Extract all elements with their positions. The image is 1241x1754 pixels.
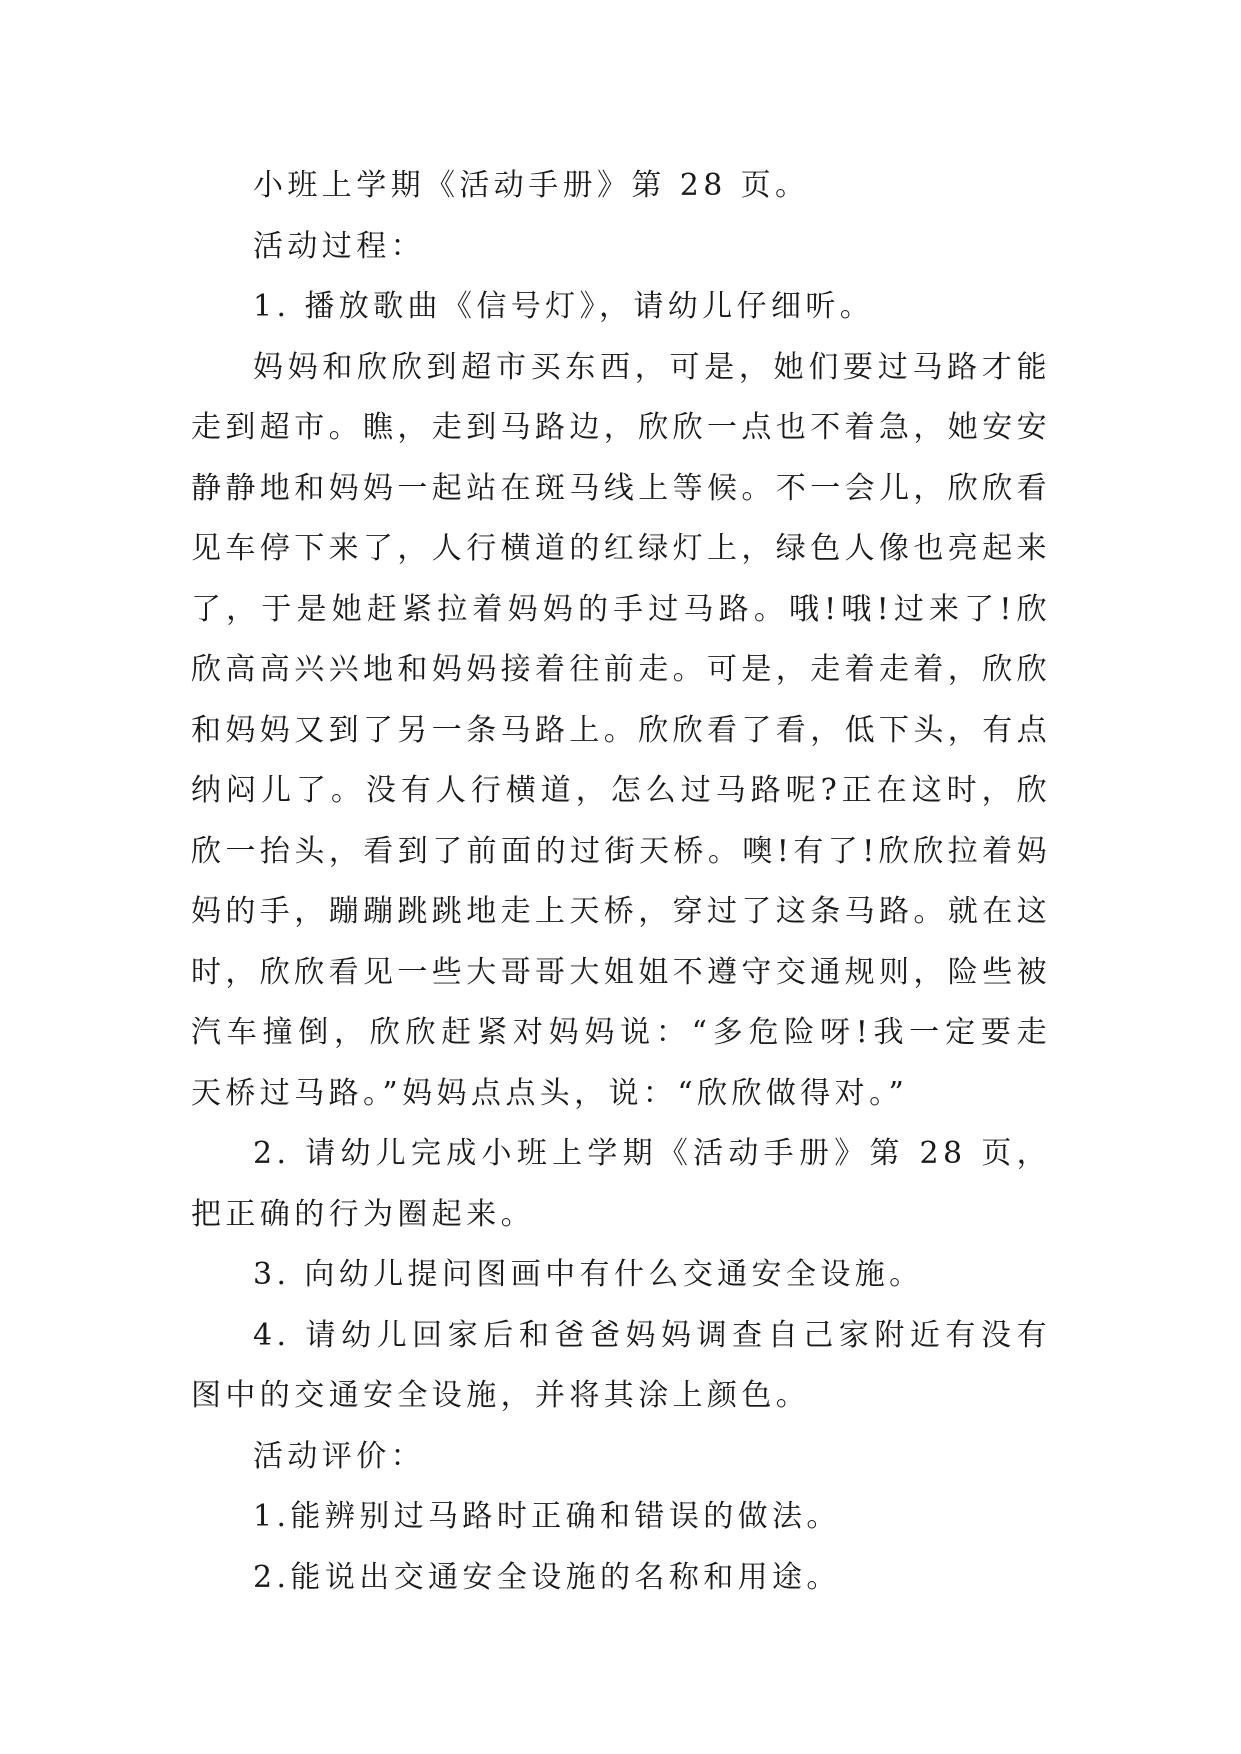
paragraph-step-3: 3. 向幼儿提问图画中有什么交通安全设施。 [253, 1257, 924, 1292]
paragraph-handbook-reference: 小班上学期《活动手册》第 28 页。 [253, 168, 810, 203]
heading-activity-evaluation: 活动评价： [253, 1438, 425, 1474]
document-body [191, 156, 1051, 1608]
paragraph-evaluation-1: 1.能辨别过马路时正确和错误的做法。 [253, 1499, 841, 1534]
paragraph-step-1: 1. 播放歌曲《信号灯》，请幼儿仔细听。 [253, 289, 875, 324]
paragraph-story: 妈妈和欣欣到超市买东西，可是，她们要过马路才能走到超市。瞧，走到马路边，欣欣一点也不着急，她安安静静地和妈妈一起站在斑马线上等候。不一会儿，欣欣看见车停下来了，人行横道的红绿灯上，绿色人像也亮起来了，于是她赶紧拉着妈妈的手过马路。哦!哦!过来了!欣欣高高兴兴地和妈妈接着往前走。可是，走着走着，欣欣和妈妈又到了另一条马路上。欣欣看了看，低下头，有点纳闷儿了。没有人行横道，怎么过马路呢?正在这时，欣欣一抬头，看到了前面的过街天桥。噢!有了!欣欣拉着妈妈的手，蹦蹦跳跳地走上天桥，穿过了这条马路。就在这时，欣欣看见一些大哥哥大姐姐不遵守交通规则，险些被汽车撞倒，欣欣赶紧对妈妈说：“多危险呀!我一定要走天桥过马路。”妈妈点点头，说：“欣欣做得对。” [191, 349, 1051, 1111]
paragraph-step-2: 2. 请幼儿完成小班上学期《活动手册》第 28 页，把正确的行为圈起来。 [191, 1136, 1051, 1232]
paragraph-step-4: 4. 请幼儿回家后和爸爸妈妈调查自己家附近有没有图中的交通安全设施，并将其涂上颜色。 [191, 1317, 1051, 1413]
paragraph-evaluation-2: 2.能说出交通安全设施的名称和用途。 [253, 1559, 841, 1595]
heading-activity-process: 活动过程： [253, 228, 425, 264]
